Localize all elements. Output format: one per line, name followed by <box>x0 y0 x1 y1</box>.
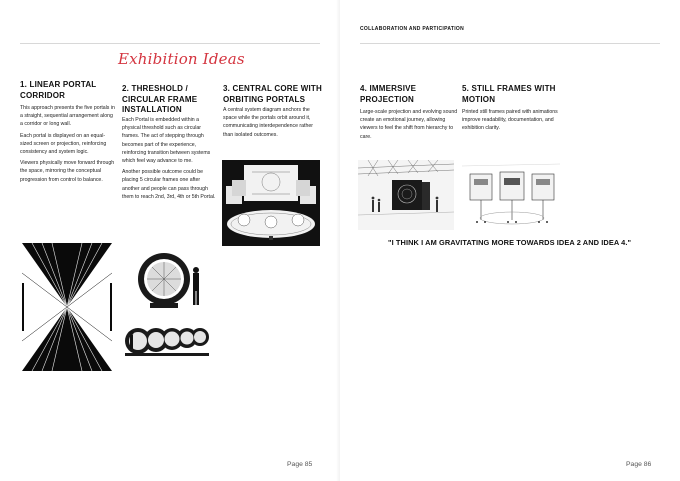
section-header: COLLABORATION AND PARTICIPATION <box>360 26 465 32</box>
circular-frame-image <box>130 248 210 310</box>
right-page <box>340 0 680 481</box>
corridor-image <box>22 243 112 371</box>
idea-3-text <box>223 106 323 142</box>
header-rule <box>360 43 660 44</box>
idea-4-text <box>360 108 458 144</box>
quote: "I THINK I AM GRAVITATING MORE TOWARDS IDEA 2 AND IDEA 4." <box>388 238 632 247</box>
central-core-image <box>222 160 320 246</box>
idea-1-paragraph: This approach presents the five portals in a straight, sequential arrangement along a corridor or long wall. <box>20 105 115 128</box>
idea-1-title: 1. LINEAR PORTAL CORRIDOR <box>20 80 97 100</box>
immersive-projection-image <box>358 160 454 230</box>
idea-5-title: 5. STILL FRAMES WITH MOTION <box>462 84 556 104</box>
page-title: Exhibition Ideas <box>118 50 245 68</box>
header-rule <box>20 43 320 44</box>
idea-3-paragraph: A central system diagram anchors the space while the portals orbit around it, communicating interdependence rather than isolated outcomes. <box>223 107 313 138</box>
idea-2-paragraph: Each Portal is embedded within a physical threshold such as circular frames. The act of stepping through becomes part of the experience, reinforcing transition between systems which feel way advance to me. <box>122 117 211 165</box>
idea-1-paragraph: Viewers physically move forward through the space, mirroring the conceptual progression from control to balance. <box>20 160 115 183</box>
idea-5-text <box>462 108 558 136</box>
page-number: Page 85 <box>287 461 313 468</box>
idea-1-text <box>20 104 116 187</box>
idea-2-title: 2. THRESHOLD / CIRCULAR FRAME INSTALLATION <box>122 84 198 114</box>
idea-4-paragraph: Large-scale projection and evolving sound create an emotional journey, allowing viewers to feel the shift from hierarchy to care. <box>360 109 458 140</box>
idea-5-paragraph: Printed still frames paired with animations improve readability, documentation, and exhibition clarity. <box>462 109 558 132</box>
idea-1-paragraph: Each portal is displayed on an equal-sized screen or projection, reinforcing consistency and system logic. <box>20 132 107 156</box>
idea-3-title: 3. CENTRAL CORE WITH ORBITING PORTALS <box>223 84 322 104</box>
idea-4-title: 4. IMMERSIVE PROJECTION <box>360 84 417 104</box>
page-number: Page 86 <box>626 461 652 468</box>
five-frames-image <box>122 319 212 359</box>
idea-2-paragraph: Another possible outcome could be placing 5 circular frames one after another and people can pass through them to reach 2nd, 3rd, 4th or 5th Portal. <box>122 169 216 200</box>
idea-2-text <box>122 116 218 204</box>
still-frames-image <box>462 160 560 230</box>
